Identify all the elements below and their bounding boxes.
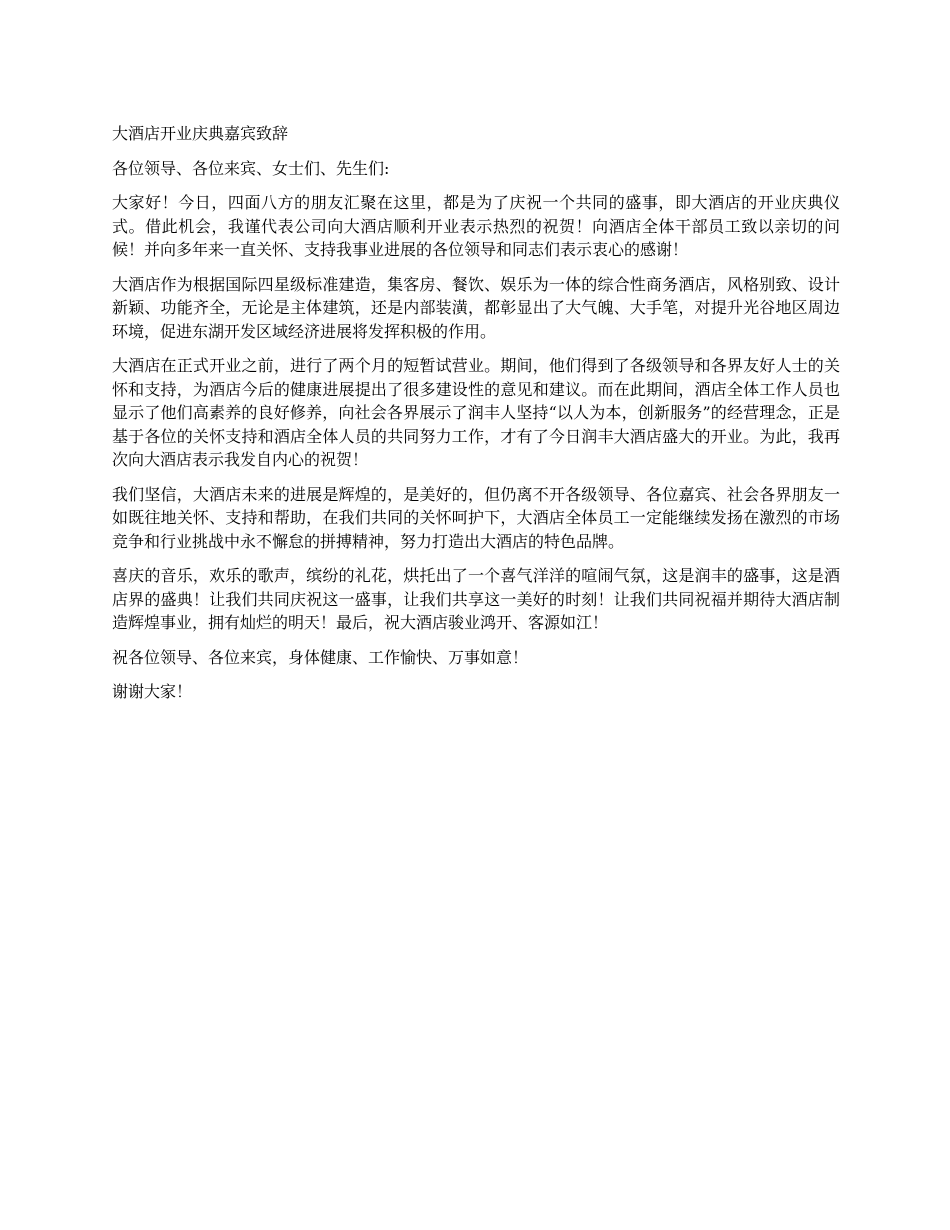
paragraph-celebration: 喜庆的音乐，欢乐的歌声，缤纷的礼花，烘托出了一个喜气洋洋的喧闹气氛，这是润丰的盛事，这是酒店界的盛典！让我们共同庆祝这一盛事，让我们共享这一美好的时刻！让我们共同祝福并期待大酒店制造辉煌事业，拥有灿烂的明天！最后，祝大酒店骏业鸿开、客源如江！	[112, 566, 840, 632]
salutation: 各位领导、各位来宾、女士们、先生们:	[112, 158, 390, 178]
paragraph-thanks: 谢谢大家！	[112, 682, 193, 701]
document-page	[112, 122, 840, 715]
paragraph-greeting: 大家好！今日，四面八方的朋友汇聚在这里，都是为了庆祝一个共同的盛事，即大酒店的开业庆典仪式。借此机会，我谨代表公司向大酒店顺利开业表示热烈的祝贺！向酒店全体干部员工致以亲切的问候！并向多年来一直关怀、支持我事业进展的各位领导和同志们表示衷心的感谢！	[112, 193, 840, 259]
paragraph-trial-operation: 大酒店在正式开业之前，进行了两个月的短暂试营业。期间，他们得到了各级领导和各界友好人士的关怀和支持，为酒店今后的健康进展提出了很多建设性的意见和建议。而在此期间，酒店全体工作人员也显示了他们高素养的良好修养，向社会各界展示了润丰人坚持“以人为本，创新服务”的经营理念，正是基于各位的关怀支持和酒店全体人员的共同努力工作，才有了今日润丰大酒店盛大的开业。为此，我再次向大酒店表示我发自内心的祝贺！	[112, 356, 840, 469]
paragraph-future-outlook: 我们坚信，大酒店未来的进展是辉煌的，是美好的，但仍离不开各级领导、各位嘉宾、社会各界朋友一如既往地关怀、支持和帮助，在我们共同的关怀呵护下，大酒店全体员工一定能继续发扬在激烈的市场竞争和行业挑战中永不懈怠的拼搏精神，努力打造出大酒店的特色品牌。	[112, 484, 840, 551]
paragraph-blessing: 祝各位领导、各位来宾，身体健康、工作愉快、万事如意！	[112, 647, 529, 667]
document-title: 大酒店开业庆典嘉宾致辞	[112, 124, 289, 143]
paragraph-hotel-description: 大酒店作为根据国际四星级标准建造，集客房、餐饮、娱乐为一体的综合性商务酒店，风格别致、设计新颖、功能齐全，无论是主体建筑，还是内部装潢，都彰显出了大气魄、大手笔，对提升光谷地区周边环境，促进东湖开发区域经济进展将发挥积极的作用。	[112, 274, 840, 341]
